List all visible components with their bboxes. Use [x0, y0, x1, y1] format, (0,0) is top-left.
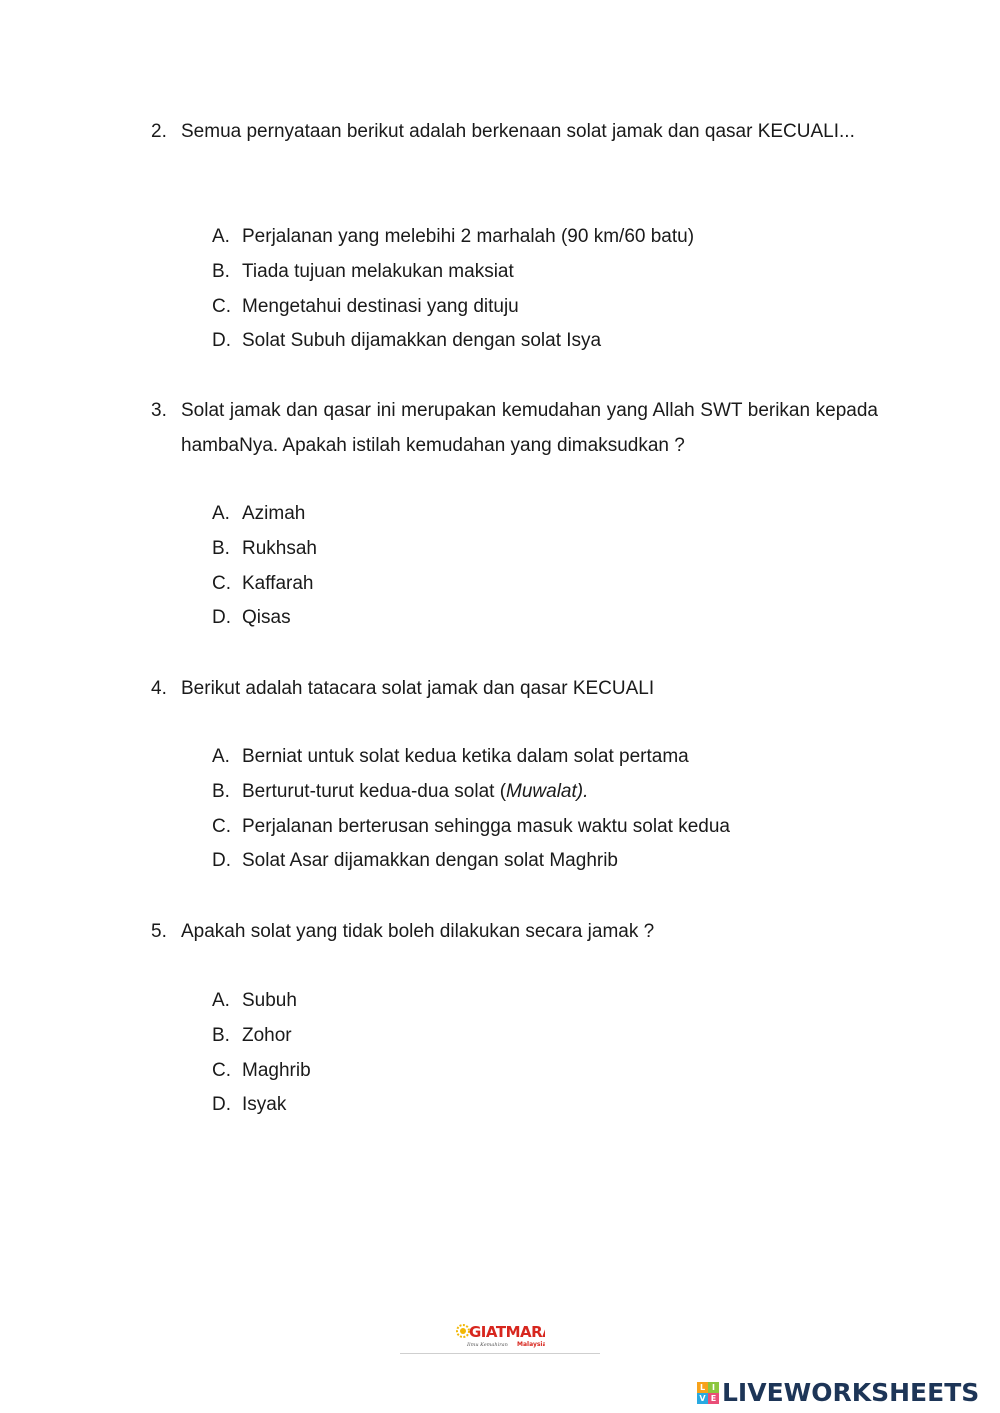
- question-number: 3.: [151, 400, 167, 421]
- svg-text:GIATMARA: GIATMARA: [469, 1323, 545, 1341]
- giatmara-logo-graphic: [455, 1315, 545, 1351]
- option-text: Rukhsah: [242, 537, 317, 559]
- option-letter: C.: [212, 295, 231, 317]
- liveworksheets-wordmark: LIVEWORKSHEETS: [722, 1378, 980, 1407]
- option-text: Zohor: [242, 1024, 292, 1046]
- option-letter: D.: [212, 850, 231, 872]
- liveworksheets-icon: [697, 1382, 719, 1404]
- option-letter: A.: [212, 746, 230, 767]
- option-c[interactable]: [212, 290, 832, 325]
- question-2: [151, 114, 878, 149]
- question-number: 4.: [151, 678, 167, 699]
- option-letter: A.: [212, 226, 230, 247]
- svg-text:Ilmu Kemahiran: Ilmu Kemahiran: [467, 1342, 508, 1348]
- option-letter: D.: [212, 607, 231, 629]
- liveworksheets-brand[interactable]: [697, 1378, 979, 1408]
- option-text: Subuh: [242, 990, 297, 1011]
- option-text: Kaffarah: [242, 572, 314, 594]
- option-text: [242, 775, 588, 810]
- options-question-2: [212, 220, 832, 359]
- option-text-plain: Berturut-turut kedua-dua solat (: [242, 780, 507, 802]
- question-number: 5.: [151, 921, 167, 942]
- option-text: Perjalanan berterusan sehingga masuk waktu solat kedua: [242, 815, 730, 837]
- option-d[interactable]: [212, 324, 832, 359]
- option-c[interactable]: [212, 1054, 832, 1089]
- question-5: [151, 914, 878, 949]
- option-a[interactable]: [212, 220, 832, 255]
- question-text: Semua pernyataan berikut adalah berkenaan solat jamak dan qasar KECUALI...: [181, 121, 855, 142]
- options-question-3: [212, 497, 832, 636]
- option-b[interactable]: [212, 532, 832, 567]
- option-letter: B.: [212, 260, 230, 282]
- option-letter: A.: [212, 990, 230, 1011]
- option-text: Perjalanan yang melebihi 2 marhalah (90 km/60 batu): [242, 226, 695, 247]
- option-letter: C.: [212, 1059, 231, 1081]
- option-letter: A.: [212, 503, 230, 524]
- option-text: Qisas: [242, 607, 291, 629]
- question-4: [151, 671, 878, 706]
- options-question-4: [212, 740, 832, 879]
- option-b[interactable]: [212, 775, 832, 810]
- option-letter: D.: [212, 1094, 231, 1116]
- option-c[interactable]: [212, 810, 832, 845]
- lw-icon-i: I: [708, 1382, 719, 1393]
- option-text: Solat Subuh dijamakkan dengan solat Isya: [242, 330, 602, 352]
- lw-icon-l: L: [697, 1382, 708, 1393]
- option-b[interactable]: [212, 255, 832, 290]
- lw-icon-e: E: [708, 1393, 719, 1404]
- option-text: Azimah: [242, 503, 306, 524]
- option-text: Berniat untuk solat kedua ketika dalam solat pertama: [242, 746, 689, 767]
- question-text: Apakah solat yang tidak boleh dilakukan secara jamak ?: [181, 921, 655, 942]
- option-letter: D.: [212, 330, 231, 352]
- option-a[interactable]: [212, 984, 832, 1019]
- option-d[interactable]: [212, 844, 832, 879]
- question-text: Berikut adalah tatacara solat jamak dan qasar KECUALI: [181, 678, 655, 699]
- option-text: Mengetahui destinasi yang dituju: [242, 295, 519, 317]
- question-number: 2.: [151, 121, 167, 142]
- lw-icon-v: V: [697, 1393, 708, 1404]
- option-text: Tiada tujuan melakukan maksiat: [242, 260, 514, 282]
- option-a[interactable]: [212, 497, 832, 532]
- option-letter: B.: [212, 780, 230, 802]
- svg-text:Malaysia: Malaysia: [517, 1341, 545, 1348]
- options-question-5: [212, 984, 832, 1123]
- option-c[interactable]: [212, 567, 832, 602]
- footer-divider: [400, 1353, 600, 1354]
- option-text: Isyak: [242, 1094, 287, 1116]
- question-3: [151, 393, 878, 463]
- option-letter: C.: [212, 572, 231, 594]
- option-letter: C.: [212, 815, 231, 837]
- question-text: Solat jamak dan qasar ini merupakan kemudahan yang Allah SWT berikan kepada hambaNya. Apakah istilah kemudahan yang dimaksudkan ?: [181, 400, 878, 456]
- giatmara-logo: [455, 1315, 545, 1351]
- option-text-italic: Muwalat).: [506, 780, 589, 802]
- option-letter: B.: [212, 537, 230, 559]
- option-letter: B.: [212, 1024, 230, 1046]
- option-text: Solat Asar dijamakkan dengan solat Maghrib: [242, 850, 619, 872]
- option-d[interactable]: [212, 1088, 832, 1123]
- option-d[interactable]: [212, 601, 832, 636]
- option-b[interactable]: [212, 1019, 832, 1054]
- option-text: Maghrib: [242, 1059, 311, 1081]
- option-a[interactable]: [212, 740, 832, 775]
